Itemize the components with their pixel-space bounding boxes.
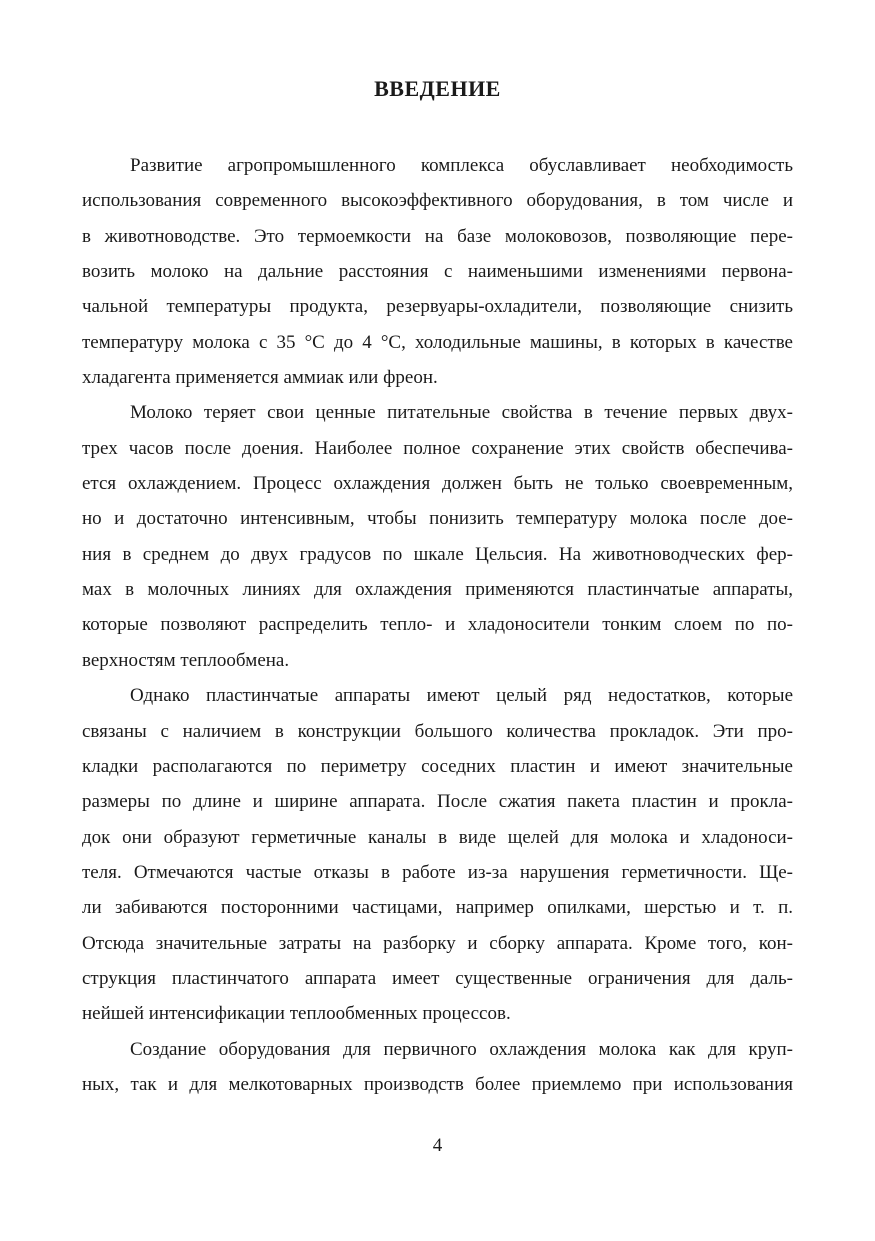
paragraph-1-line-1: Развитие агропромышленного комплекса обуславливает необходимость bbox=[130, 155, 793, 176]
paragraph-3-line-5: док они образуют герметичные каналы в виде щелей для молока и хладоноси- bbox=[82, 826, 793, 848]
paragraph-3-line-2: связаны с наличием в конструкции большого количества прокладок. Эти про- bbox=[82, 720, 793, 742]
paragraph-2-line-2: трех часов после доения. Наиболее полное сохранение этих свойств обеспечива- bbox=[82, 437, 793, 459]
paragraph-3-line-10: нейшей интенсификации теплообменных процессов. bbox=[82, 1003, 511, 1025]
paragraph-3-line-3: кладки располагаются по периметру соседних пластин и имеют значительные bbox=[82, 755, 793, 777]
paragraph-1-line-4: возить молоко на дальние расстояния с наименьшими изменениями первона- bbox=[82, 261, 793, 283]
paragraph-1-line-6: температуру молока с 35 °С до 4 °С, холодильные машины, в которых в качестве bbox=[82, 331, 793, 353]
paragraph-2-line-4: но и достаточно интенсивным, чтобы понизить температуру молока после дое- bbox=[82, 508, 793, 530]
paragraph-3-line-9: струкция пластинчатого аппарата имеет существенные ограничения для даль- bbox=[82, 967, 793, 989]
paragraph-1-line-2: использования современного высокоэффективного оборудования, в том числе и bbox=[82, 190, 793, 212]
paragraph-3-line-7: ли забиваются посторонними частицами, например опилками, шерстью и т. п. bbox=[82, 897, 793, 919]
paragraph-4-line-1: Создание оборудования для первичного охлаждения молока как для круп- bbox=[130, 1038, 793, 1060]
paragraph-2-line-7: которые позволяют распределить тепло- и хладоносители тонким слоем по по- bbox=[82, 614, 793, 636]
paragraph-1-line-3: в животноводстве. Это термоемкости на базе молоковозов, позволяющие пере- bbox=[82, 225, 793, 247]
paragraph-2-line-6: мах в молочных линиях для охлаждения применяются пластинчатые аппараты, bbox=[82, 579, 793, 601]
paragraph-3-line-4: размеры по длине и ширине аппарата. После сжатия пакета пластин и прокла- bbox=[82, 791, 793, 813]
paragraph-3-line-8: Отсюда значительные затраты на разборку и сборку аппарата. Кроме того, кон- bbox=[82, 932, 793, 954]
body-text bbox=[82, 148, 793, 1102]
paragraph-1-line-7: хладагента применяется аммиак или фреон. bbox=[82, 367, 438, 389]
page-number: 4 bbox=[432, 1135, 443, 1156]
paragraph-1-line-5: чальной температуры продукта, резервуары-охладители, позволяющие снизить bbox=[82, 296, 793, 318]
paragraph-2-line-3: ется охлаждением. Процесс охлаждения должен быть не только своевременным, bbox=[82, 473, 793, 495]
paragraph-2-line-8: верхностям теплообмена. bbox=[82, 649, 290, 671]
paragraph-3-line-6: теля. Отмечаются частые отказы в работе из-за нарушения герметичности. Ще- bbox=[82, 861, 793, 883]
paragraph-2-line-1: Молоко теряет свои ценные питательные свойства в течение первых двух- bbox=[130, 402, 793, 424]
paragraph-3-line-1: Однако пластинчатые аппараты имеют целый ряд недостатков, которые bbox=[130, 685, 793, 707]
page-title: ВВЕДЕНИЕ bbox=[374, 76, 501, 101]
document-page bbox=[82, 0, 793, 1241]
paragraph-4-line-2: ных, так и для мелкотоварных производств более приемлемо при использования bbox=[82, 1073, 793, 1095]
paragraph-2-line-5: ния в среднем до двух градусов по шкале Цельсия. На животноводческих фер- bbox=[82, 543, 793, 565]
